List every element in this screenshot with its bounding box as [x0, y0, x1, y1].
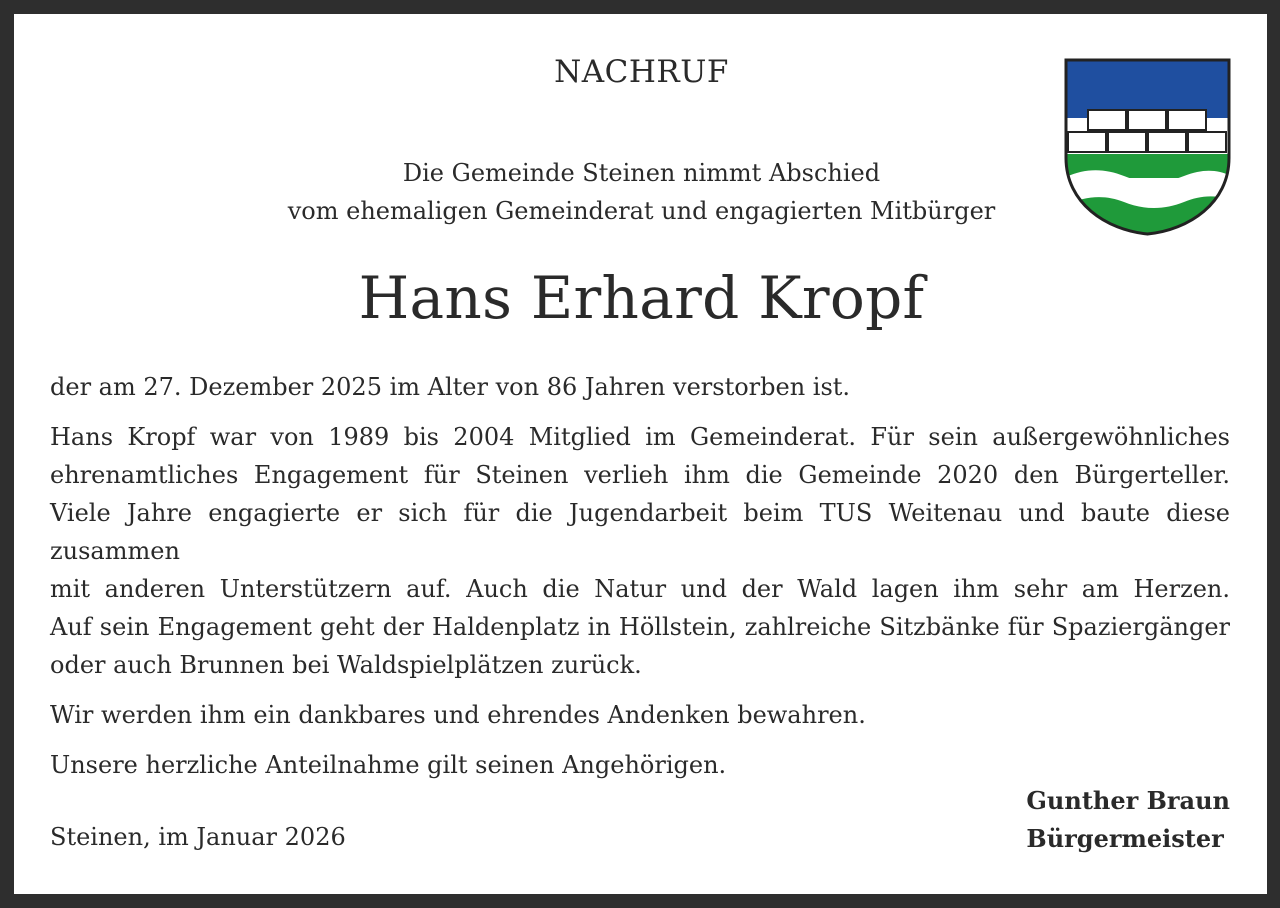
intro-line: Die Gemeinde Steinen nimmt Abschied — [402, 159, 881, 187]
municipal-coat-of-arms-icon — [1064, 58, 1231, 236]
signatory-title: Bürgermeister — [1026, 824, 1224, 853]
deceased-name: Hans Erhard Kropf — [358, 264, 925, 332]
signature-block — [1026, 782, 1230, 858]
biography-line: Viele Jahre engagierte er sich für die Jugendarbeit beim TUS Weitenau und baute diese zusammen — [50, 499, 1230, 565]
biography-line: oder auch Brunnen bei Waldspielplätzen zurück. — [50, 651, 642, 679]
biography-line: mit anderen Unterstützern auf. Auch die Natur und der Wald lagen ihm sehr am Herzen. — [50, 575, 1230, 603]
crest-wall — [1068, 110, 1226, 152]
place-and-date: Steinen, im Januar 2026 — [50, 823, 346, 851]
biography — [50, 418, 1230, 684]
biography-line: Auf sein Engagement geht der Haldenplatz in Höllstein, zahlreiche Sitzbänke für Spaziergänger — [50, 613, 1230, 641]
signatory-name: Gunther Braun — [1026, 786, 1230, 815]
notice-heading: NACHRUF — [554, 54, 729, 90]
intro-line: vom ehemaligen Gemeinderat und engagierten Mitbürger — [287, 197, 996, 225]
remembrance-statement: Wir werden ihm ein dankbares und ehrendes Andenken bewahren. — [50, 701, 866, 729]
notice-body — [50, 368, 1230, 784]
biography-line: Hans Kropf war von 1989 bis 2004 Mitglied im Gemeinderat. Für sein außergewöhnliches — [50, 423, 1230, 451]
condolence-statement: Unsere herzliche Anteilnahme gilt seinen Angehörigen. — [50, 751, 727, 779]
biography-line: ehrenamtliches Engagement für Steinen verlieh ihm die Gemeinde 2020 den Bürgerteller. — [50, 461, 1230, 489]
death-statement: der am 27. Dezember 2025 im Alter von 86 Jahren verstorben ist. — [50, 373, 851, 401]
